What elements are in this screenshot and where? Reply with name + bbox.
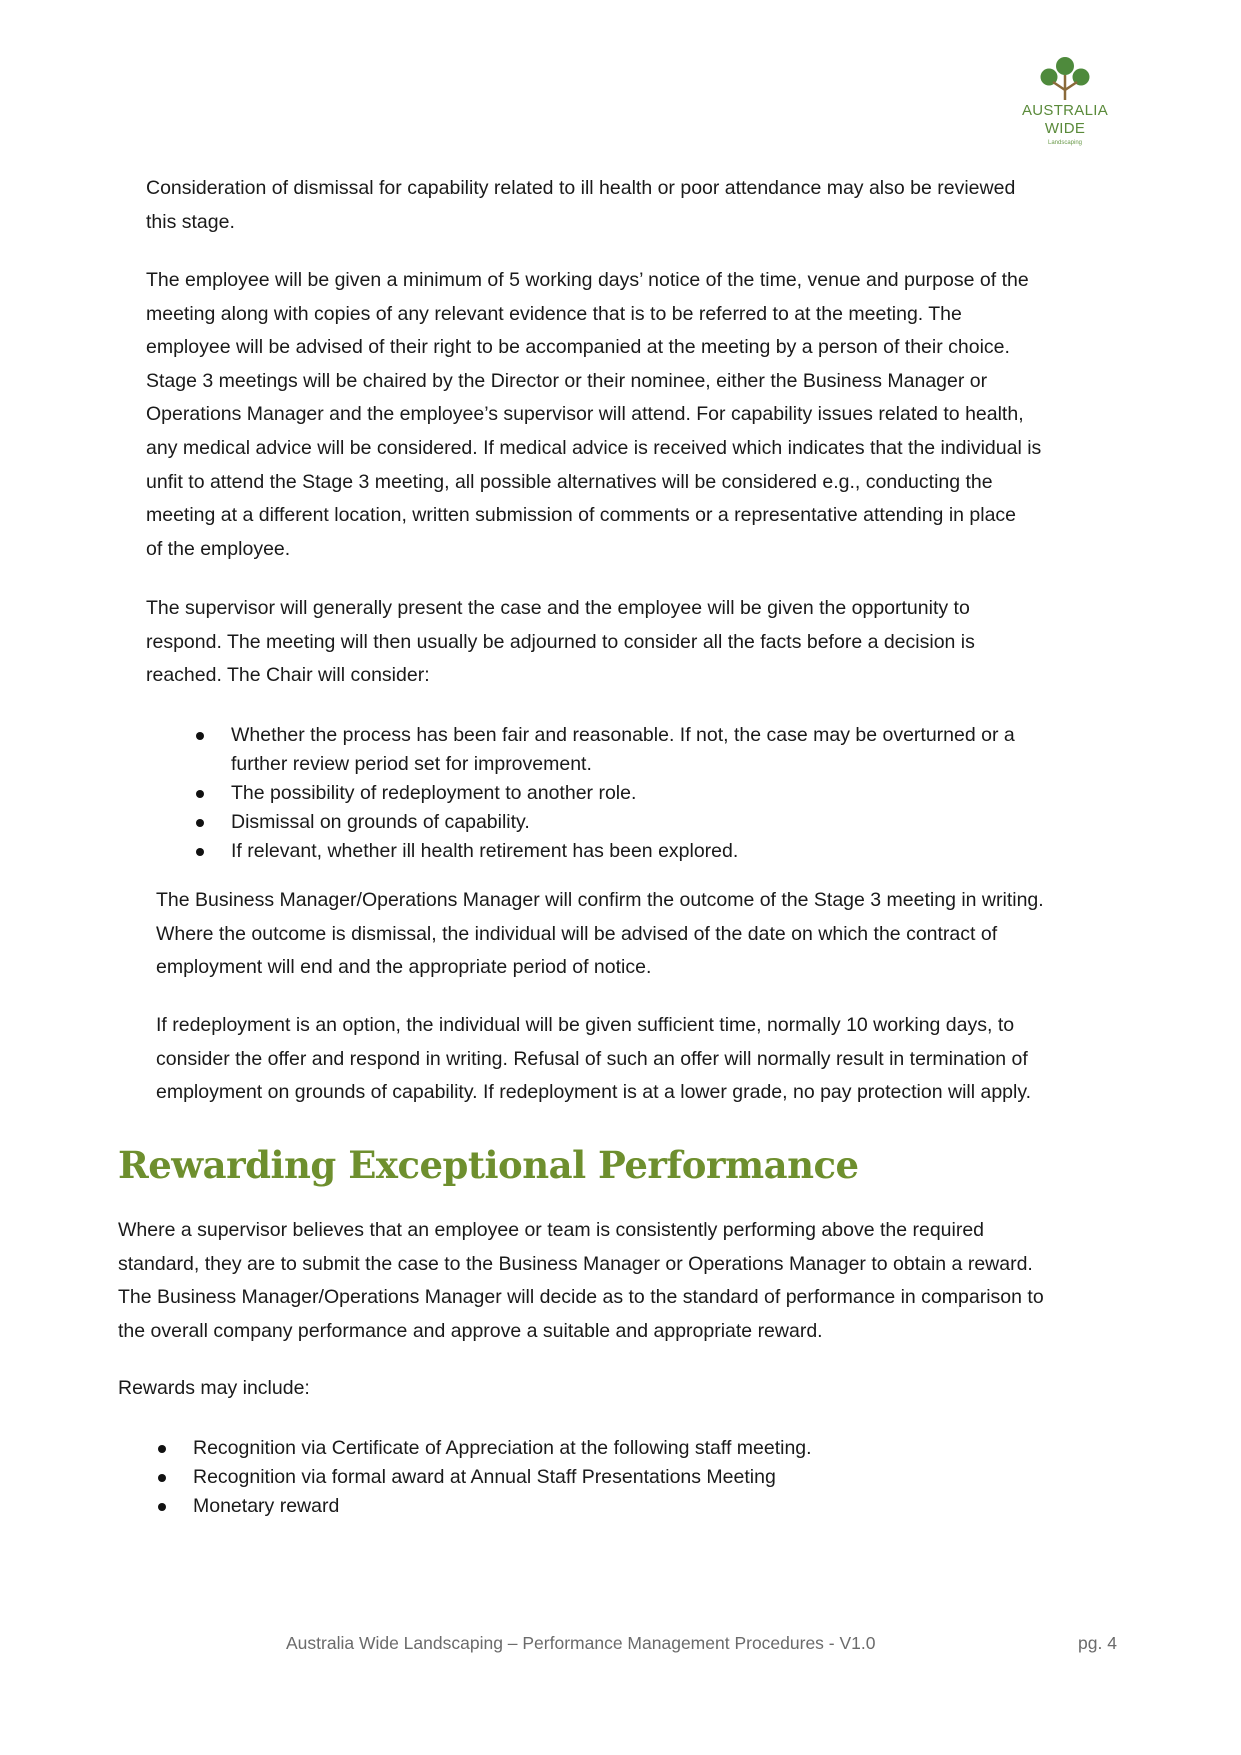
text-line: The Business Manager/Operations Manager will confirm the outcome of the Stage 3 meeting in writing.: [156, 889, 1044, 911]
text-line: Recognition via formal award at Annual Staff Presentations Meeting: [193, 1466, 776, 1488]
bullet-icon: [196, 790, 204, 798]
bullet-icon: [158, 1503, 166, 1511]
paragraph-redeployment: [156, 1009, 1031, 1110]
text-line: the overall company performance and approve a suitable and appropriate reward.: [118, 1319, 823, 1342]
bullet-icon: [196, 819, 204, 827]
text-line: respond. The meeting will then usually be adjourned to consider all the facts before a decision is: [146, 630, 975, 653]
text-line: Where a supervisor believes that an employee or team is consistently performing above the required: [118, 1219, 985, 1241]
text-line: Recognition via Certificate of Appreciation at the following staff meeting.: [193, 1437, 812, 1459]
paragraph-supervisor-case: [146, 592, 975, 693]
paragraph-outcome-confirmation: [156, 884, 1044, 985]
text-line: meeting at a different location, written submission of comments or a representative attending in place: [146, 504, 1017, 527]
text-line: The employee will be given a minimum of 5 working days’ notice of the time, venue and purpose of the: [146, 269, 1029, 291]
list-item: [193, 1434, 812, 1463]
paragraph-meeting-notice: [146, 264, 1041, 566]
text-line: Where the outcome is dismissal, the individual will be advised of the date on which the contract of: [156, 922, 998, 945]
logo-line-landscaping: Landscaping: [1047, 140, 1083, 146]
text-line: Stage 3 meetings will be chaired by the Director or their nominee, either the Business Manager or: [146, 369, 988, 392]
paragraph-rewards-intro: [118, 1372, 310, 1406]
rewards-list: [193, 1434, 812, 1521]
text-line: The supervisor will generally present the case and the employee will be given the opportunity to: [146, 597, 970, 619]
text-line: employee will be advised of their right to be accompanied at the meeting by a person of their choice.: [146, 336, 1010, 359]
text-line: Monetary reward: [193, 1495, 340, 1517]
text-line: Consideration of dismissal for capability related to ill health or poor attendance may also be reviewed: [146, 177, 1016, 199]
bullet-icon: [196, 848, 204, 856]
text-line: consider the offer and respond in writing. Refusal of such an offer will normally result in termination of: [156, 1047, 1028, 1070]
text-line: standard, they are to submit the case to the Business Manager or Operations Manager to obtain a reward.: [118, 1252, 1033, 1275]
text-line: reached. The Chair will consider:: [146, 664, 430, 687]
list-item: [231, 779, 1015, 808]
logo-line-australia: AUSTRALIA: [1021, 102, 1109, 119]
text-line: this stage.: [146, 210, 235, 233]
text-line: unfit to attend the Stage 3 meeting, all possible alternatives will be considered e.g., conducting the: [146, 470, 993, 493]
footer-page-number: pg. 4: [1078, 1633, 1117, 1653]
text-line: employment will end and the appropriate period of notice.: [156, 956, 652, 979]
bullet-icon: [158, 1445, 166, 1453]
text-line: further review period set for improvement.: [231, 753, 592, 775]
list-item: [231, 837, 1015, 866]
text-line: any medical advice will be considered. If medical advice is received which indicates that the individual is: [146, 436, 1042, 459]
text-line: Whether the process has been fair and reasonable. If not, the case may be overturned or a: [231, 724, 1015, 746]
text-line: The possibility of redeployment to another role.: [231, 782, 637, 804]
logo-line-wide: WIDE: [1044, 120, 1086, 137]
bullet-icon: [196, 732, 204, 740]
text-line: If redeployment is an option, the individual will be given sufficient time, normally 10 working days, to: [156, 1014, 1015, 1036]
tree-logo-icon: [1035, 56, 1095, 102]
bullet-icon: [158, 1474, 166, 1482]
text-line: employment on grounds of capability. If redeployment is at a lower grade, no pay protection will apply.: [156, 1081, 1032, 1104]
paragraph-dismissal-consideration: [146, 172, 1015, 239]
text-line: Rewards may include:: [118, 1377, 310, 1399]
list-item: [231, 808, 1015, 837]
list-item: [193, 1492, 812, 1521]
text-line: Operations Manager and the employee’s supervisor will attend. For capability issues related to health,: [146, 403, 1024, 426]
text-line: meeting along with copies of any relevant evidence that is to be referred to at the meeting. The: [146, 302, 962, 325]
paragraph-reward-process: [118, 1214, 1044, 1348]
list-item: [231, 721, 1015, 779]
chair-considerations-list: [231, 721, 1015, 866]
section-heading: Rewarding Exceptional Performance: [118, 1143, 859, 1187]
list-item: [193, 1463, 812, 1492]
footer-document-title: Australia Wide Landscaping – Performance Management Procedures - V1.0: [286, 1633, 876, 1653]
text-line: Dismissal on grounds of capability.: [231, 811, 530, 833]
text-line: If relevant, whether ill health retirement has been explored.: [231, 840, 739, 862]
company-logo: [1010, 56, 1120, 148]
text-line: The Business Manager/Operations Manager will decide as to the standard of performance in comparison to: [118, 1286, 1044, 1309]
text-line: of the employee.: [146, 537, 291, 560]
